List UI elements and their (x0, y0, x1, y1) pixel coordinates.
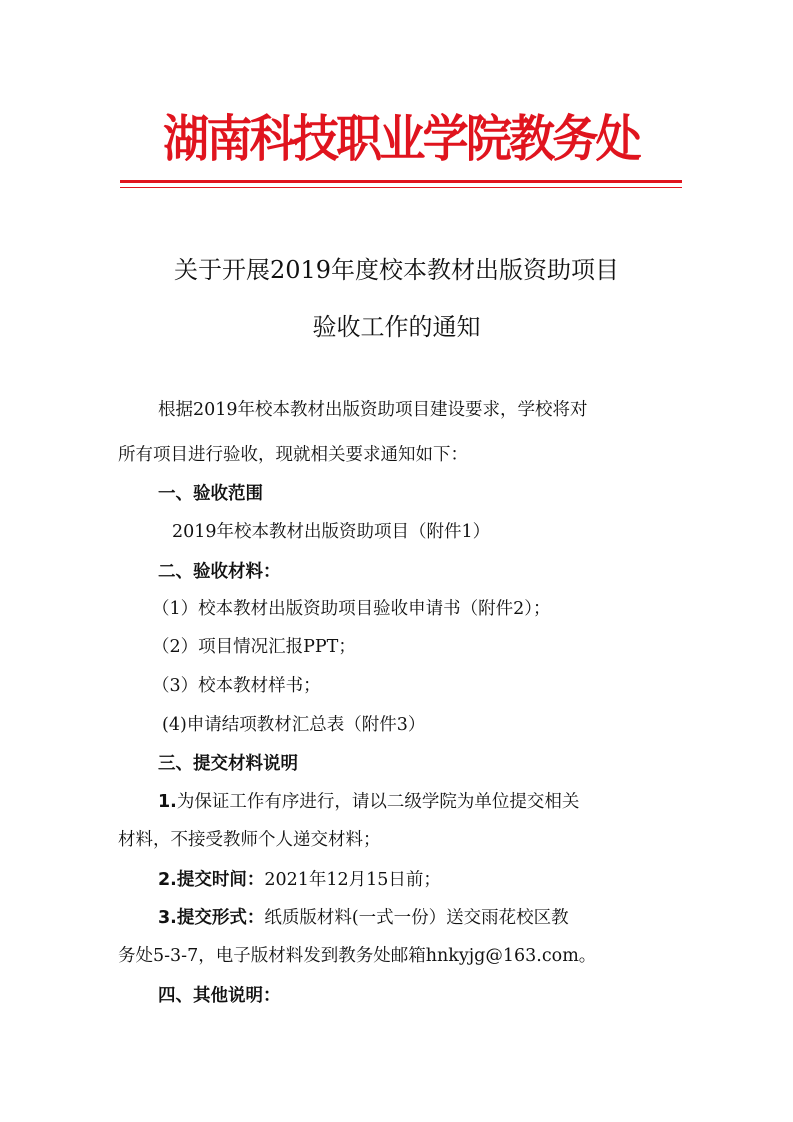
item-2-line (158, 868, 441, 892)
material-item-3: （3）校本教材样书； (152, 676, 321, 696)
notice-title-line-1: 关于开展2019年度校本教材出版资助项目 (173, 256, 620, 284)
material-item-2: （2）项目情况汇报PPT； (152, 637, 356, 657)
item-3-label: 3.提交形式： (158, 908, 265, 928)
item-3-text: 纸质版材料(一式一份）送交雨花校区教 (264, 908, 569, 928)
intro-line-2: 所有项目进行验收，现就相关要求通知如下： (118, 445, 468, 465)
masthead-title: 湖南科技职业学院教务处 (163, 110, 639, 168)
item-1-text: 为保证工作有序进行，请以二级学院为单位提交相关 (176, 792, 580, 812)
section-1-heading: 一、验收范围 (158, 484, 263, 504)
notice-title-line-2: 验收工作的通知 (312, 313, 481, 341)
section-3-heading: 三、提交材料说明 (158, 754, 298, 774)
item-1-line-2: 材料，不接受教师个人递交材料； (118, 830, 381, 850)
section-1-text: 2019年校本教材出版资助项目（附件1） (172, 522, 491, 542)
item-1-line-1 (158, 790, 579, 814)
item-3-line-2: 务处5-3-7，电子版材料发到教务处邮箱hnkyjg@163.com。 (118, 946, 597, 966)
item-2-label: 2.提交时间： (158, 870, 265, 890)
masthead-rule-thick (120, 180, 682, 183)
masthead-rule-thin (120, 187, 682, 188)
intro-line-1: 根据2019年校本教材出版资助项目建设要求，学校将对 (158, 400, 588, 420)
material-item-1: （1）校本教材出版资助项目验收申请书（附件2）； (152, 599, 551, 619)
item-2-value: 2021年12月15日前； (264, 870, 441, 890)
item-3-line-1 (158, 906, 569, 930)
material-item-4: (4)申请结项教材汇总表（附件3） (162, 715, 426, 735)
section-4-heading: 四、其他说明： (158, 986, 281, 1006)
item-1-number: 1. (158, 792, 177, 812)
section-2-heading: 二、验收材料： (158, 562, 281, 582)
